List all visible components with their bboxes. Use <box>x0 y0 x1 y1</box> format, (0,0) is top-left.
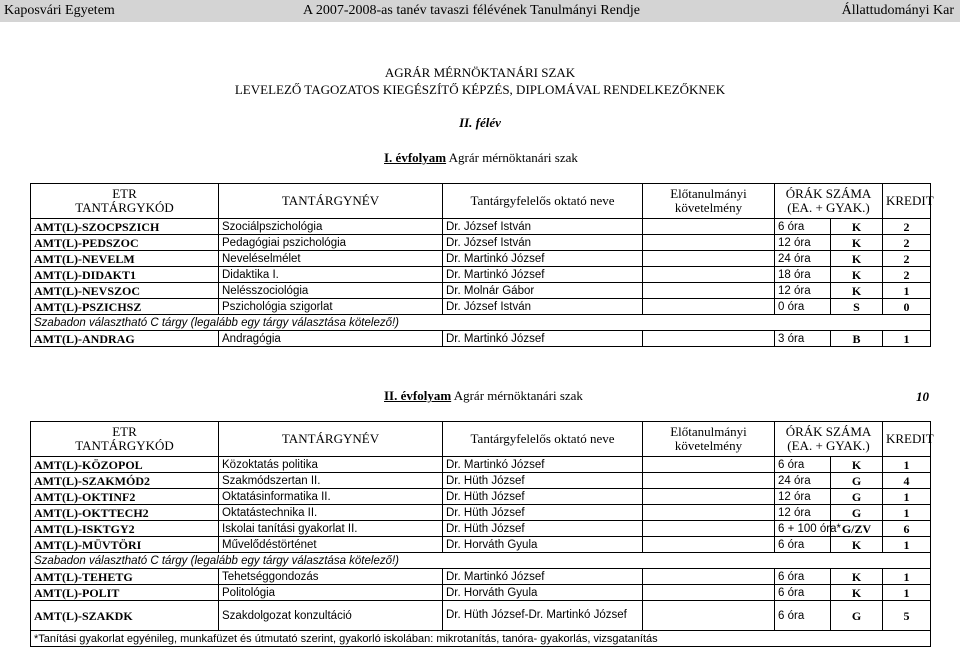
course-credit: 2 <box>883 235 931 251</box>
year1-table <box>30 183 934 347</box>
elective-note-row <box>31 315 931 331</box>
course-exam-type: K <box>831 569 883 585</box>
course-prereq <box>643 251 775 267</box>
course-code: AMT(L)-OKTTECH2 <box>31 505 219 521</box>
course-teacher: Dr. József István <box>443 219 643 235</box>
page-number: 10 <box>916 389 929 404</box>
header-prereq-line2: követelmény <box>674 438 743 453</box>
header-code: TANTÁRGYKÓD <box>75 438 174 453</box>
header-prereq <box>643 422 775 457</box>
course-hours: 18 óra <box>775 267 831 283</box>
table-row <box>31 235 931 251</box>
course-teacher: Dr. Martinkó József <box>443 251 643 267</box>
course-name: Pedagógiai pszichológia <box>219 235 443 251</box>
course-code: AMT(L)-POLIT <box>31 585 219 601</box>
header-teacher: Tantárgyfelelős oktató neve <box>443 422 643 457</box>
header-university: Kaposvári Egyetem <box>4 3 115 18</box>
course-exam-type: G <box>831 505 883 521</box>
course-name: Nelésszociológia <box>219 283 443 299</box>
course-teacher: Dr. Martinkó József <box>443 331 643 347</box>
course-name: Oktatástechnika II. <box>219 505 443 521</box>
course-prereq <box>643 283 775 299</box>
footnote-row <box>31 631 931 647</box>
course-exam-type: K <box>831 235 883 251</box>
table-row <box>31 331 931 347</box>
course-prereq <box>643 569 775 585</box>
course-credit: 1 <box>883 457 931 473</box>
course-code: AMT(L)-SZAKDK <box>31 601 219 631</box>
header-teacher: Tantárgyfelelős oktató neve <box>443 184 643 219</box>
course-exam-type: K <box>831 251 883 267</box>
course-code: AMT(L)-OKTINF2 <box>31 489 219 505</box>
year1-heading-rest: Agrár mérnöktanári szak <box>446 150 578 165</box>
course-code: AMT(L)-SZOCPSZICH <box>31 219 219 235</box>
year2-table <box>30 421 934 647</box>
table-row <box>31 267 931 283</box>
year1-heading-underlined: I. évfolyam <box>384 150 447 165</box>
course-credit: 1 <box>883 489 931 505</box>
course-credit: 4 <box>883 473 931 489</box>
header-code: TANTÁRGYKÓD <box>75 200 174 215</box>
course-code: AMT(L)-NEVSZOC <box>31 283 219 299</box>
course-prereq <box>643 331 775 347</box>
table-row <box>31 505 931 521</box>
course-name: Didaktika I. <box>219 267 443 283</box>
table-row <box>31 299 931 315</box>
course-hours: 6 + 100 óra* <box>775 521 831 537</box>
course-prereq <box>643 267 775 283</box>
course-hours: 12 óra <box>775 283 831 299</box>
table-row <box>31 283 931 299</box>
course-exam-type: K <box>831 585 883 601</box>
header-etr-code <box>31 422 219 457</box>
course-hours: 24 óra <box>775 473 831 489</box>
course-credit: 1 <box>883 331 931 347</box>
course-teacher: Dr. Horváth Gyula <box>443 585 643 601</box>
course-teacher: Dr. Hüth József <box>443 521 643 537</box>
course-name: Oktatásinformatika II. <box>219 489 443 505</box>
doc-title-line1: AGRÁR MÉRNÖKTANÁRI SZAK <box>384 65 576 80</box>
year2-heading <box>384 388 624 404</box>
header-hours-line2: (EA. + GYAK.) <box>787 438 870 453</box>
course-code: AMT(L)-ISKTGY2 <box>31 521 219 537</box>
course-teacher: Dr. Martinkó József <box>443 267 643 283</box>
table-row <box>31 473 931 489</box>
course-credit: 1 <box>883 283 931 299</box>
course-exam-type: K <box>831 219 883 235</box>
course-hours: 24 óra <box>775 251 831 267</box>
course-name: Szociálpszichológia <box>219 219 443 235</box>
table-header-row <box>31 422 931 457</box>
course-prereq <box>643 585 775 601</box>
course-hours: 6 óra <box>775 219 831 235</box>
table-row <box>31 489 931 505</box>
course-credit: 1 <box>883 585 931 601</box>
table-row <box>31 521 931 537</box>
course-hours: 12 óra <box>775 505 831 521</box>
footnote: *Tanítási gyakorlat egyénileg, munkafüzet és útmutató szerint, gyakorló iskolában: mikrotanítás, tanóra- gyakorlás, vizsgatanítás <box>31 631 931 647</box>
course-code: AMT(L)-MÜVTÖRI <box>31 537 219 553</box>
course-code: AMT(L)-PSZICHSZ <box>31 299 219 315</box>
course-credit: 6 <box>883 521 931 537</box>
course-exam-type: G <box>831 601 883 631</box>
elective-note: Szabadon választható C tárgy (legalább egy tárgy választása kötelező!) <box>31 553 931 569</box>
course-prereq <box>643 505 775 521</box>
course-prereq <box>643 235 775 251</box>
course-prereq <box>643 521 775 537</box>
course-hours: 0 óra <box>775 299 831 315</box>
course-name: Pszichológia szigorlat <box>219 299 443 315</box>
course-teacher: Dr. József István <box>443 235 643 251</box>
course-prereq <box>643 601 775 631</box>
table-header-row <box>31 184 931 219</box>
course-teacher: Dr. Horváth Gyula <box>443 537 643 553</box>
course-name: Neveléselmélet <box>219 251 443 267</box>
header-prereq-line1: Előtanulmányi <box>670 424 747 439</box>
header-name: TANTÁRGYNÉV <box>219 184 443 219</box>
course-hours: 6 óra <box>775 601 831 631</box>
course-hours: 6 óra <box>775 457 831 473</box>
course-name: Politológia <box>219 585 443 601</box>
semester-label: II. félév <box>459 115 501 130</box>
header-faculty: Állattudományi Kar <box>841 3 954 18</box>
course-hours: 12 óra <box>775 489 831 505</box>
course-prereq <box>643 457 775 473</box>
course-name: Szakmódszertan II. <box>219 473 443 489</box>
header-etr: ETR <box>112 424 137 439</box>
course-credit: 2 <box>883 267 931 283</box>
course-exam-type: G <box>831 473 883 489</box>
table-row <box>31 585 931 601</box>
table-row <box>31 457 931 473</box>
header-semester-title: A 2007-2008-as tanév tavaszi félévének Tanulmányi Rendje <box>303 3 640 18</box>
year2-heading-underlined: II. évfolyam <box>384 388 452 403</box>
course-code: AMT(L)-DIDAKT1 <box>31 267 219 283</box>
course-teacher: Dr. Molnár Gábor <box>443 283 643 299</box>
course-exam-type: K <box>831 537 883 553</box>
course-teacher: Dr. Hüth József <box>443 489 643 505</box>
course-exam-type: K <box>831 283 883 299</box>
course-credit: 2 <box>883 251 931 267</box>
course-teacher: Dr. Martinkó József <box>443 457 643 473</box>
course-prereq <box>643 489 775 505</box>
header-hours <box>775 184 883 219</box>
page-header <box>0 0 960 22</box>
table-row <box>31 601 931 631</box>
doc-title-line2: LEVELEZŐ TAGOZATOS KIEGÉSZÍTŐ KÉPZÉS, DIPLOMÁVAL RENDELKEZŐKNEK <box>234 82 726 97</box>
header-etr-code <box>31 184 219 219</box>
header-etr: ETR <box>112 186 137 201</box>
course-hours: 6 óra <box>775 585 831 601</box>
course-credit: 0 <box>883 299 931 315</box>
course-code: AMT(L)-ANDRAG <box>31 331 219 347</box>
course-prereq <box>643 219 775 235</box>
course-hours: 6 óra <box>775 537 831 553</box>
course-code: AMT(L)-KÖZOPOL <box>31 457 219 473</box>
course-teacher: Dr. Hüth József <box>443 505 643 521</box>
course-name: Közoktatás politika <box>219 457 443 473</box>
course-prereq <box>643 537 775 553</box>
course-credit: 1 <box>883 505 931 521</box>
header-credit: KREDIT <box>883 422 931 457</box>
course-name: Andragógia <box>219 331 443 347</box>
header-hours-line1: ÓRÁK SZÁMA <box>785 186 872 201</box>
elective-note: Szabadon választható C tárgy (legalább egy tárgy választása kötelező!) <box>31 315 931 331</box>
course-exam-type: G <box>831 489 883 505</box>
course-credit: 2 <box>883 219 931 235</box>
course-credit: 1 <box>883 537 931 553</box>
table-row <box>31 537 931 553</box>
course-exam-type: S <box>831 299 883 315</box>
table-row <box>31 251 931 267</box>
course-teacher: Dr. József István <box>443 299 643 315</box>
elective-note-row <box>31 553 931 569</box>
year1-heading <box>384 150 624 166</box>
header-hours <box>775 422 883 457</box>
course-teacher: Dr. Hüth József <box>443 473 643 489</box>
course-prereq <box>643 473 775 489</box>
header-credit: KREDIT <box>883 184 931 219</box>
table-row <box>31 569 931 585</box>
course-teacher: Dr. Martinkó József <box>443 569 643 585</box>
course-prereq <box>643 299 775 315</box>
course-hours: 6 óra <box>775 569 831 585</box>
course-teacher: Dr. Hüth József-Dr. Martinkó József <box>443 601 643 631</box>
course-exam-type: B <box>831 331 883 347</box>
course-hours: 3 óra <box>775 331 831 347</box>
course-credit: 1 <box>883 569 931 585</box>
course-code: AMT(L)-TEHETG <box>31 569 219 585</box>
header-hours-line2: (EA. + GYAK.) <box>787 200 870 215</box>
course-name: Művelődéstörténet <box>219 537 443 553</box>
course-name: Iskolai tanítási gyakorlat II. <box>219 521 443 537</box>
course-code: AMT(L)-SZAKMÓD2 <box>31 473 219 489</box>
year2-heading-rest: Agrár mérnöktanári szak <box>451 388 583 403</box>
header-prereq <box>643 184 775 219</box>
course-name: Tehetséggondozás <box>219 569 443 585</box>
header-name: TANTÁRGYNÉV <box>219 422 443 457</box>
header-prereq-line2: követelmény <box>674 200 743 215</box>
course-code: AMT(L)-NEVELM <box>31 251 219 267</box>
course-exam-type: K <box>831 457 883 473</box>
course-code: AMT(L)-PEDSZOC <box>31 235 219 251</box>
course-hours: 12 óra <box>775 235 831 251</box>
course-exam-type: G/ZV <box>831 521 883 537</box>
table-row <box>31 219 931 235</box>
course-name: Szakdolgozat konzultáció <box>219 601 443 631</box>
header-prereq-line1: Előtanulmányi <box>670 186 747 201</box>
course-credit: 5 <box>883 601 931 631</box>
course-exam-type: K <box>831 267 883 283</box>
header-hours-line1: ÓRÁK SZÁMA <box>785 424 872 439</box>
